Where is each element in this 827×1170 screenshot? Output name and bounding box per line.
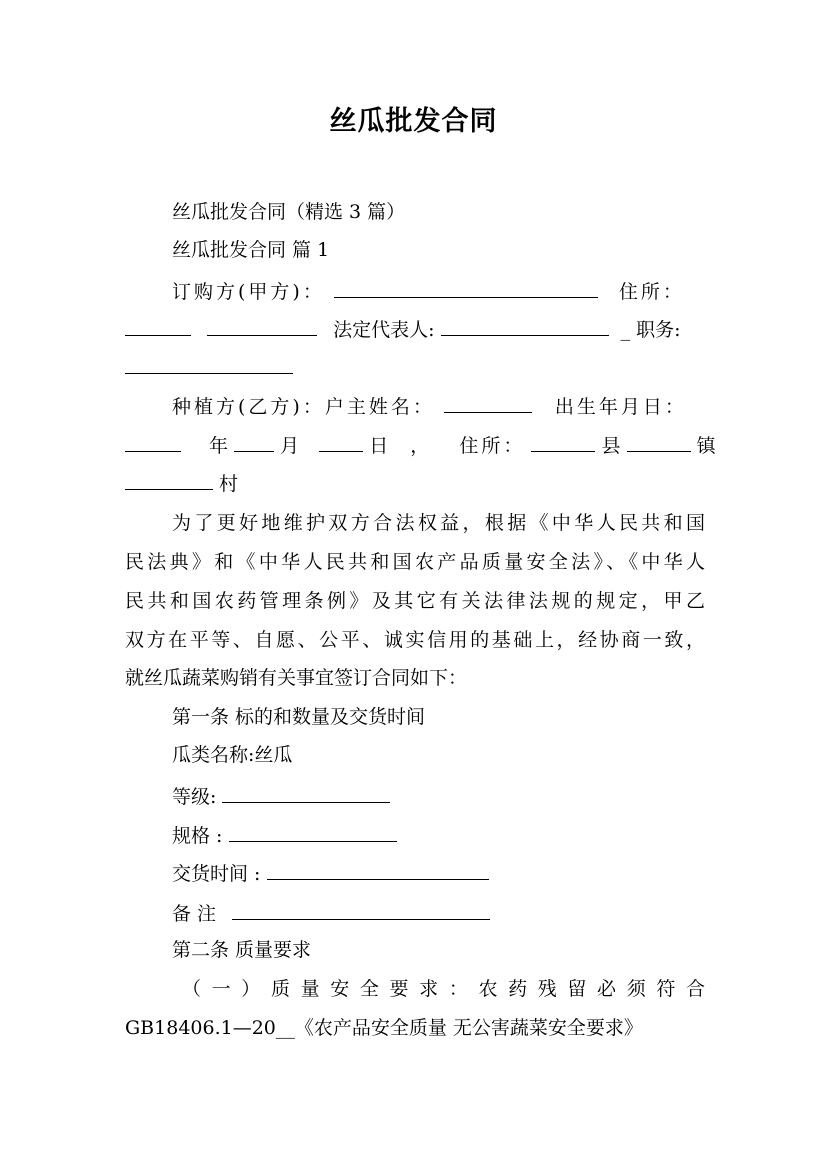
preamble-line-3: 民共和国农药管理条例》及其它有关法律法规的规定，甲乙 — [125, 590, 705, 612]
preamble-line-1: 为了更好地维护双方合法权益，根据《中华人民共和国 — [172, 512, 705, 534]
birth-date-label: 出生年月日： — [554, 396, 687, 418]
representative-line — [125, 315, 705, 343]
town-label: 镇 — [696, 435, 716, 457]
document-title: 丝瓜批发合同 — [329, 106, 498, 137]
householder-name-blank — [444, 392, 532, 413]
remarks-blank — [232, 899, 490, 920]
grade-line — [172, 782, 705, 810]
town-blank — [627, 431, 691, 452]
remarks-label: 备 注 — [172, 903, 217, 925]
village-blank — [125, 469, 213, 490]
party-b-address-line — [125, 431, 716, 459]
representative-label: 法定代表人: — [333, 319, 435, 341]
year-blank — [125, 431, 181, 452]
article-2-heading: 第二条 质量要求 — [172, 939, 312, 961]
grade-label: 等级: — [172, 786, 217, 808]
address-label: 住所： — [618, 281, 685, 303]
party-a-label: 订购方(甲方)： — [172, 281, 325, 303]
village-label: 村 — [219, 473, 239, 495]
party-b-label: 种植方(乙方)：户主姓名： — [172, 396, 435, 418]
representative-blank — [441, 315, 609, 336]
section-heading-part1: 丝瓜批发合同 篇 1 — [172, 239, 330, 261]
party-a-line — [172, 277, 705, 305]
remarks-line — [172, 899, 705, 927]
quality-requirement-line-2: GB18406.1—20__《农产品安全质量 无公害蔬菜安全要求》 — [125, 1017, 643, 1039]
position-blank — [125, 353, 293, 374]
day-blank — [319, 431, 363, 452]
village-line — [125, 469, 705, 497]
preamble-line-4: 双方在平等、自愿、公平、诚实信用的基础上，经协商一致， — [125, 629, 705, 651]
delivery-time-line — [172, 859, 705, 887]
year-label: 年 — [209, 435, 229, 457]
month-label: 月 — [280, 435, 300, 457]
address-blank-2 — [207, 315, 317, 336]
quality-requirement-line-1: （一）质量安全要求：农药残留必须符合 — [182, 978, 705, 1000]
grade-blank — [222, 782, 390, 803]
spec-line — [172, 821, 705, 849]
month-blank — [234, 431, 274, 452]
delivery-time-label: 交货时间 : — [172, 863, 261, 885]
doc-subtitle: 丝瓜批发合同（精选 3 篇） — [172, 201, 406, 223]
party-a-blank — [334, 277, 598, 298]
spec-blank — [229, 821, 397, 842]
preamble-line-2: 民法典》和《中华人民共和国农产品质量安全法》、《中华人 — [125, 551, 705, 573]
day-label: 日 ， — [369, 435, 438, 457]
article-1-heading: 第一条 标的和数量及交货时间 — [172, 706, 426, 728]
position-label: _ 职务: — [620, 319, 681, 341]
county-blank — [531, 431, 595, 452]
position-blank-line — [125, 353, 705, 381]
party-b-address-label: 住所： — [459, 435, 526, 457]
delivery-time-blank — [267, 859, 489, 880]
party-b-line — [172, 392, 705, 420]
preamble-line-5: 就丝瓜蔬菜购销有关事宜签订合同如下： — [125, 667, 468, 689]
melon-name-line: 瓜类名称:丝瓜 — [172, 744, 293, 766]
spec-label: 规格 : — [172, 825, 223, 847]
address-blank-1 — [125, 315, 191, 336]
county-label: 县 — [601, 435, 621, 457]
